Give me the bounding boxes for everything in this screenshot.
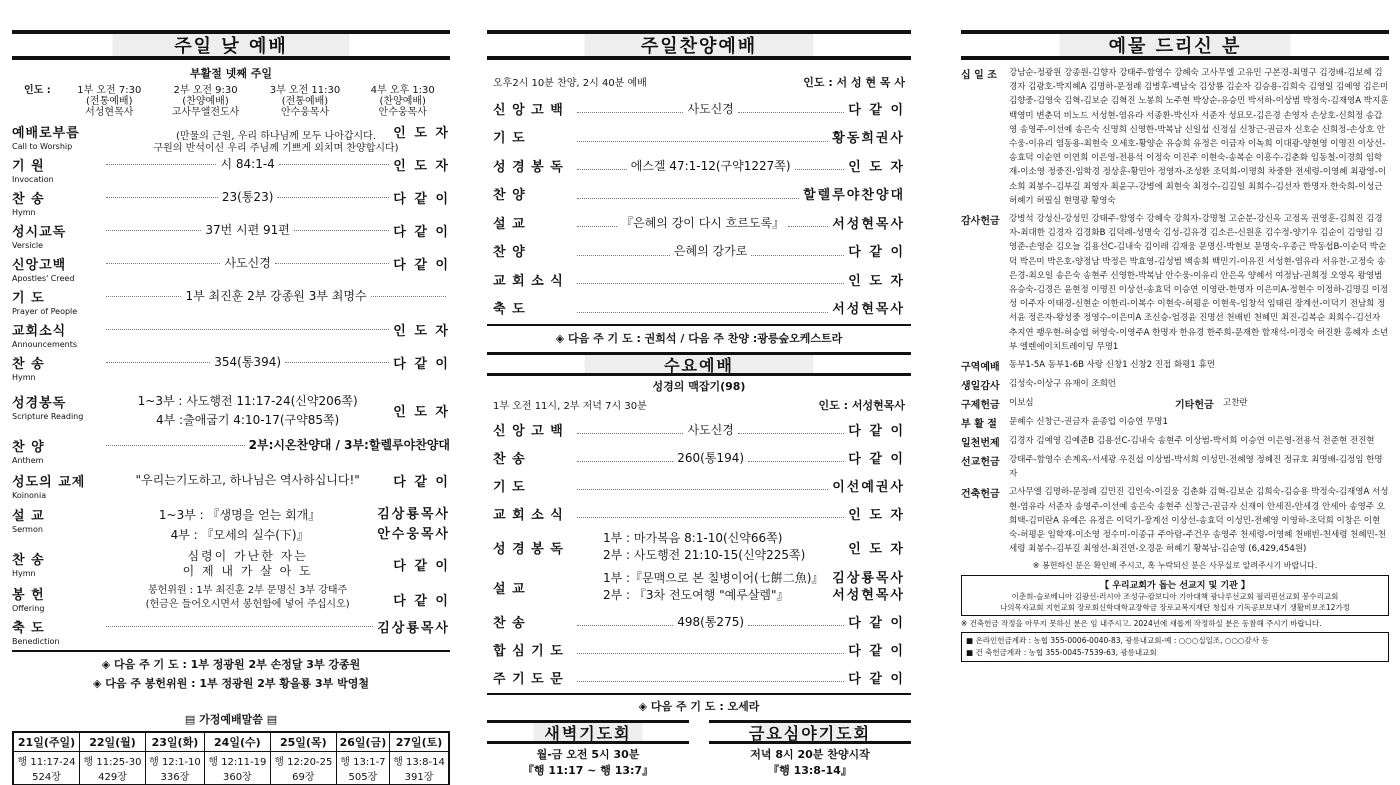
next-offering: ◈ 다음 주 봉헌위원 : 1부 정광원 2부 황을룡 3부 박영철 bbox=[92, 677, 369, 690]
offering-group bbox=[961, 415, 1389, 430]
order-person: 다 같 이 bbox=[848, 423, 906, 439]
order-label-en: Prayer of People bbox=[12, 307, 78, 316]
offering-names: 김성숙-이상구 유재이 조희언 bbox=[1009, 379, 1117, 390]
order-anthem: 찬 양 Anthem 2부:시온찬양대 / 3부:할렐루야찬양대 bbox=[12, 438, 450, 465]
offering-names: 강병석 강성신-강성민 강태주-함영수 강혜숙 강희자-강명철 고순분-강신옥 고정옥 권영훈-김희진 김경자-최대한 김경자 김경화B 김덕례-성명숙 김성-김유경 김소은-신원훈 김수정-양기우 김순이 김영임 김영준-손영순 김오늘 김용선C-김내숙 김이레 김재웅 문명신-박현보 문명숙-우종근 박동섭B-이순덕 박순덕 박은미 박은호-양정남 박정은 박효영-김성범 백송희 백민기-이유진 서성현-염유라 서유찬-고정숙 송은경-최오일 송은숙 송현주 신영한-박복남 안수웅-이유리 안은옥 양혜서 여정남-권희정 오영옥 왕영범 유승숙-김경은 윤현정 이명진 이상선-송효덕 이승연 이영란-한명자 이은미A-정현수 이정하-김명길 이정성 이주자 이태경-신현순 이한리-이복수 이현숙-허평운 이현욱-임창석 임태린 장계선-이덕기 전남희 정서윤 정은자-왕성중 정영수-이은미A 조신승-엄경윤 진명선 천배빈 천혜민 최진-김복순 최희수-김선자 추지연 팽우현-허승엽 허영숙-이영주A 한명자 한유경 한주희-문재한 함재석-이경숙 허진환 홍혜자 소년부 엘렌에이치트레이딩 무명1 bbox=[1009, 214, 1389, 352]
order-person: 다 같 이 bbox=[848, 643, 905, 659]
offering-notice: ※ 봉헌하신 분은 확인해 주시고, 혹 누락되신 분은 사무실로 알려주시기 바랍니다. bbox=[1032, 561, 1318, 571]
offering-category: 건축헌금 bbox=[961, 489, 1000, 501]
wednesday-next: ◈ 다음 주 기 도 : 오세라 bbox=[638, 700, 760, 713]
wednesday-subtitle: 성경의 맥잡기(98) bbox=[652, 380, 746, 393]
order-label-en: Invocation bbox=[12, 175, 54, 184]
order-person: 할렐루야찬양대 bbox=[803, 188, 905, 204]
order-label: 신 앙 고 백 bbox=[493, 423, 564, 439]
order-label: 주 기 도 문 bbox=[493, 671, 564, 687]
order-item bbox=[487, 499, 911, 527]
order-item bbox=[12, 155, 450, 188]
order-content: 은혜의 강가로 bbox=[673, 244, 748, 259]
order-person: 다 같 이 bbox=[848, 615, 905, 631]
order-call-to-worship: 예배로부름 Call to Worship (만물의 근원, 우리 하나님께 모두 나아갑시다. 구원의 반석이신 우리 주님께 기쁘게 외치며 찬양합시다) 인 도 자 bbox=[12, 126, 450, 154]
order-person: 다 같 이 bbox=[393, 192, 451, 207]
order-person: 다 같 이 bbox=[393, 357, 450, 372]
friday-prayer: 금요심야기도회 저녁 8시 20분 찬양시작 『행 13:8-14』 bbox=[709, 720, 911, 778]
offering-group bbox=[961, 453, 1389, 481]
order-person: 인 도 자 bbox=[848, 507, 905, 523]
order-content: 23(통23) bbox=[221, 190, 274, 204]
account-box: ■ 온라인헌금계좌 : 농협 355-0006-0040-83, 광릉내교회-예 : ○○○십일조, ○○○감사 등 ■ 건 축헌금계좌 : 농협 355-0045-7539-63, 광릉내교회 bbox=[961, 632, 1389, 662]
order-person: 다 같 이 bbox=[848, 245, 906, 261]
offering-names: 동부1-5A 동부1-6B 사랑 신창1 신창2 진접 화평1 휴먼 bbox=[1009, 360, 1215, 371]
order-item bbox=[487, 294, 911, 323]
family-day: 26일(금) bbox=[336, 732, 389, 752]
family-day: 25일(목) bbox=[270, 732, 336, 752]
mission-box: 【 우리교회가 돕는 선교지 및 기관 】 이춘희-슬로베니아 김광선-러시아 조성규-캄보디아 기아대책 광나루선교회 필리핀선교회 봉수리교회 나의목자교회 지헌교회 장로회신학대학교장학금 장로교복지재단 청십자 기독공보보내기 생활비보조12가정 bbox=[961, 575, 1389, 616]
order-person: 다 같 이 bbox=[393, 225, 450, 240]
offerings-section bbox=[961, 30, 1389, 662]
order-item bbox=[487, 208, 911, 237]
order-hymn-2: 찬 송 Hymn 심령이 가난한 자는 이 제 내 가 살 아 도 다 같 이 bbox=[12, 549, 450, 578]
service-3: 3부 오전 11:30 (전통예배) 안수웅목사 bbox=[269, 85, 341, 118]
offering-category: 감사헌금 bbox=[961, 216, 1000, 228]
family-day: 24일(수) bbox=[204, 732, 270, 752]
order-content: 354(통394) bbox=[214, 355, 282, 369]
offering-names: 강남순-정광원 강종원-김향자 강태주-함영수 강혜숙 고사무엘 고유민 구본경-최명구 김경배-김보혜 김경자 김광호-박지혜A 김명하-문정례 김병후-백남숙 김상룡 김순자 김승용-김희숙 김영일 김예영 김은미 김향중-김영숙 김혁-김보순 김혁진 노봉희 노주현 박상순-유승민 박서하-이상범 박정숙-김재영A 박지훈 백영미 변춘덕 비노드 서성현-염유라 서종환-박신자 서준자 성묘모-김은경 손영자 손상호-신희정 송갑영 송영주-이선예 송은숙 신명희 신영한-박복남 신일섭 신정심 신창근-권금자 신호순 신희정-손상호 안수웅-이유리 염동용-최현숙 오세호-황양순 유승희 유정은 이금자 이녹희 이대광-양현영 이명진 이상선-송효덕 이순연 이연희 이은영-전용석 이정숙 이진주 이현숙-송복순 이흥수-김춘화 임동철-이경희 임학재-이소영 정중진-임학경 정상훈-황민아 정영자-조성환 조덕희-이명희 차중환 전세령-이영혜 최광영-이소희 최봉수-김부길 최영자 최윤구-강병에 최현숙 최정수-김길일 최희수-김선자 한명자 한숙희-이성근 허혜기 허필심 현명광 황영숙 bbox=[1009, 68, 1389, 206]
family-reading: 행 12:1-10 336장 bbox=[146, 752, 205, 785]
subtitle: 부활절 넷째 주일 bbox=[189, 67, 273, 80]
order-item bbox=[487, 471, 911, 499]
offering-group bbox=[961, 485, 1389, 556]
order-label: 기 도 bbox=[12, 291, 45, 306]
order-label: 축 도 bbox=[493, 302, 526, 318]
family-reading: 행 13:1-7 505장 bbox=[336, 752, 389, 785]
next-prayer: ◈ 다음 주 기 도 : 1부 정광원 2부 손정달 3부 강종원 bbox=[101, 658, 361, 671]
order-person: 다 같 이 bbox=[848, 102, 906, 118]
offering-category: 생일감사 bbox=[961, 381, 1000, 393]
offering-names: 김경자 김예영 김예준B 김용선C-김내숙 송현주 이상범-박서희 이승연 이은영-전용석 전준현 전진현 bbox=[1009, 436, 1375, 447]
order-item bbox=[12, 320, 450, 353]
order-label: 찬 양 bbox=[493, 188, 526, 204]
order-item bbox=[12, 221, 450, 254]
offering-group bbox=[961, 434, 1389, 449]
order-content: 사도신경 bbox=[224, 256, 271, 270]
family-reading: 행 11:17-24 524장 bbox=[13, 752, 80, 785]
order-item bbox=[487, 443, 911, 471]
order-item bbox=[487, 265, 911, 294]
order-label: 교회소식 bbox=[12, 324, 67, 339]
order-content: 260(통194) bbox=[677, 450, 745, 465]
wednesday-sermon: 설 교 1부 :『문맥으로 본 칠병이어(七餠二魚)』 2부 : 『3차 전도여행 "예루살렘"』 김상룡목사 서성현목사 bbox=[493, 571, 905, 603]
order-label: 합 심 기 도 bbox=[493, 643, 564, 659]
order-item bbox=[12, 254, 450, 287]
order-offering: 봉 헌 Offering 봉헌위원 : 1부 최진훈 2부 문명신 3부 강태주 (헌금은 들어오시면서 봉헌함에 넣어 주십시오) 다 같 이 bbox=[12, 585, 450, 613]
order-person: 다 같 이 bbox=[848, 671, 905, 687]
order-label: 신 앙 고 백 bbox=[493, 102, 564, 118]
building-guide: ※ 건축헌금 작정을 아무지 못하신 분은 임 내주시고. 2024년에 새롭게 작정하실 분은 동참해 주시기 바랍니다. bbox=[961, 619, 1322, 629]
order-content: 사도신경 bbox=[687, 101, 734, 116]
order-label: 찬 송 bbox=[12, 357, 45, 372]
offering-category: 구역예배 bbox=[961, 362, 1000, 374]
order-koinonia: 성도의 교제 Koinonia "우리는기도하고, 하나님은 역사하십니다!" 다 같 이 bbox=[12, 473, 450, 500]
offering-category: 십 일 조 bbox=[961, 70, 997, 81]
order-content: 사도신경 bbox=[687, 422, 734, 437]
order-person: 황동희권사 bbox=[832, 131, 905, 147]
order-scripture: 성경봉독 Scripture Reading 1~3부 : 사도행전 11:17-24(신약206쪽) 4부 :출애굽기 4:10-17(구약85쪽) 인 도 자 bbox=[12, 394, 450, 427]
order-item bbox=[487, 151, 911, 180]
order-content: 498(통275) bbox=[677, 614, 745, 629]
offering-names: 강태주-함영수 손계옥-서세광 우진섭 이상범-박서희 이성민-전혜영 정혜진 정규호 최명배-김정임 한명자 bbox=[1009, 455, 1383, 480]
wednesday-worship-header: 수요예배 bbox=[487, 352, 911, 376]
order-item bbox=[487, 607, 911, 635]
order-person: 인 도 자 bbox=[848, 159, 905, 175]
order-label: 성시교독 bbox=[12, 225, 67, 240]
offering-names: 고사무엘 김명하-문정례 김민진 김인숙-이길웅 김춘화 김혁-김보순 김희숙-김승용 박정숙-김재영A 서성현-염유라 서준자 송영주-이선예 송은숙 송현주 신창근-권금자 신재이 안세진-안세경 안세아 송영주 오희택-김미란A 유예은 유정은 이덕기-장계선 이상선-송효덕 이성민-전혜영 이영하-조덕희 이창은 이현숙-허평운 임학재-이소영 정수미-이종규 주아람-주건우 송영주 천세령-이영혜 천배빈-천세령 천혜민-천세령 최봉수-김부길 최영선-최진연-오경운 허혜기 황복남-김순영 (6,429,454원) bbox=[1009, 487, 1389, 555]
order-person: 다 같 이 bbox=[848, 451, 905, 467]
afternoon-meta: 오후2시 10분 찬양, 2시 40분 예배 인도 : 서 성 현 목 사 bbox=[493, 76, 905, 89]
order-content: 시 84:1-4 bbox=[220, 157, 275, 171]
offering-group bbox=[961, 212, 1389, 354]
order-label-en: Apostles' Creed bbox=[12, 274, 75, 283]
order-item bbox=[12, 188, 450, 221]
offering-names: 이보심 bbox=[1009, 398, 1034, 409]
order-item bbox=[487, 415, 911, 443]
order-label: 교 회 소 식 bbox=[493, 507, 564, 523]
service-4: 4부 오후 1:30 (찬양예배) 안수웅목사 bbox=[370, 85, 435, 118]
service-leaders bbox=[12, 85, 450, 118]
order-person: 이선예권사 bbox=[832, 479, 905, 495]
offering-group bbox=[961, 358, 1389, 373]
order-label: 기 도 bbox=[493, 131, 526, 147]
dawn-prayer: 새벽기도회 월-금 오전 5시 30분 『행 11:17 ~ 행 13:7』 bbox=[487, 720, 689, 778]
offering-group bbox=[961, 396, 1389, 411]
order-label-en: Hymn bbox=[12, 208, 36, 217]
order-label: 성 경 봉 독 bbox=[493, 159, 564, 175]
afternoon-next: ◈ 다음 주 기 도 : 권희석 / 다음 주 찬양 :광릉숲오케스트라 bbox=[555, 332, 843, 345]
offering-category: 부 활 절 bbox=[961, 419, 997, 431]
order-person: 다 같 이 bbox=[393, 258, 451, 273]
order-label: 찬 양 bbox=[493, 245, 526, 261]
order-item bbox=[487, 123, 911, 152]
order-item bbox=[487, 180, 911, 209]
order-content: 에스겔 47:1-12(구약1227쪽) bbox=[630, 158, 791, 173]
order-sermon: 설 교 Sermon 1~3부 : 『생명을 얻는 회개』 4부 : 『모세의 실수(下)』 김상룡목사 안수웅목사 bbox=[12, 507, 450, 542]
order-person: 인 도 자 bbox=[393, 324, 450, 339]
order-label: 교 회 소 식 bbox=[493, 273, 564, 289]
order-item bbox=[487, 635, 911, 663]
wednesday-meta: 1부 오전 11시, 2부 저녁 7시 30분 인도 : 서성현목사 bbox=[493, 399, 905, 412]
leaders-label: 인도 : bbox=[24, 85, 51, 96]
section-title: 주일찬양예배 bbox=[640, 36, 758, 57]
sunday-worship-header bbox=[12, 30, 450, 60]
offering-group bbox=[961, 377, 1389, 392]
family-day: 23일(화) bbox=[146, 732, 205, 752]
order-content: 1부 최진훈 2부 강종원 3부 최명수 bbox=[185, 289, 367, 303]
family-reading: 행 12:20-25 69장 bbox=[270, 752, 336, 785]
family-reading: 행 11:25-30 429장 bbox=[80, 752, 146, 785]
offering-category: 구제헌금 bbox=[961, 400, 1000, 412]
offering-category: 기타헌금 bbox=[1175, 400, 1214, 412]
offering-group bbox=[961, 66, 1389, 208]
service-2: 2부 오전 9:30 (찬양예배) 고사무엘전도사 bbox=[171, 85, 240, 118]
afternoon-worship-header bbox=[487, 30, 911, 60]
offering-category: 일천번제 bbox=[961, 438, 1000, 450]
afternoon-worship-section bbox=[487, 30, 911, 778]
order-item bbox=[12, 353, 450, 386]
order-person: 인 도 자 bbox=[393, 159, 450, 174]
order-item bbox=[487, 663, 911, 691]
section-title: 예물 드리신 분 bbox=[1108, 36, 1242, 57]
family-day: 21일(주일) bbox=[13, 732, 80, 752]
order-label: 기 도 bbox=[493, 479, 526, 495]
order-label-en: Announcements bbox=[12, 340, 78, 349]
offering-names: 고찬란 bbox=[1223, 398, 1248, 409]
order-label: 찬 송 bbox=[493, 615, 526, 631]
service-1: 1부 오전 7:30 (전통예배) 서성현목사 bbox=[77, 85, 142, 118]
offering-names: 문혜수 신창근-권금자 윤종업 이승연 무명1 bbox=[1009, 417, 1168, 428]
order-label: 기 원 bbox=[12, 159, 45, 174]
order-label-en: Versicle bbox=[12, 241, 43, 250]
offerings-header bbox=[961, 30, 1389, 60]
order-item bbox=[487, 94, 911, 123]
family-worship-title: ▤ 가정예배말씀 ▤ bbox=[184, 713, 278, 726]
family-reading: 행 12:11-19 360장 bbox=[204, 752, 270, 785]
order-content: 37번 시편 91편 bbox=[205, 223, 290, 237]
order-person: 서성현목사 bbox=[832, 216, 906, 232]
order-label: 찬 송 bbox=[12, 192, 45, 207]
order-person: 서성현목사 bbox=[832, 302, 905, 318]
family-worship-table bbox=[12, 731, 450, 785]
order-content: 『은혜의 강이 다시 흐르도록』 bbox=[621, 215, 785, 230]
wednesday-scripture: 성 경 봉 독 1부 : 마가복음 8:1-10(신약66쪽) 2부 : 사도행전 21:10-15(신약225쪽) 인 도 자 bbox=[493, 531, 905, 562]
family-day: 22일(월) bbox=[80, 732, 146, 752]
family-day: 27일(토) bbox=[390, 732, 449, 752]
order-person: 인 도 자 bbox=[848, 273, 905, 289]
order-item bbox=[487, 237, 911, 266]
offering-category: 선교헌금 bbox=[961, 457, 1000, 469]
order-label-en: Hymn bbox=[12, 373, 36, 382]
order-label: 신앙고백 bbox=[12, 258, 67, 273]
section-title: 주일 낮 예배 bbox=[174, 36, 288, 57]
order-label: 설 교 bbox=[493, 216, 526, 232]
family-reading: 행 13:8-14 391장 bbox=[390, 752, 449, 785]
prayer-meetings bbox=[487, 720, 911, 778]
order-item bbox=[12, 287, 450, 320]
order-label: 찬 송 bbox=[493, 451, 526, 467]
order-benediction: 축 도 Benediction 김상룡목사 bbox=[12, 617, 450, 646]
sunday-worship-section bbox=[12, 30, 450, 785]
